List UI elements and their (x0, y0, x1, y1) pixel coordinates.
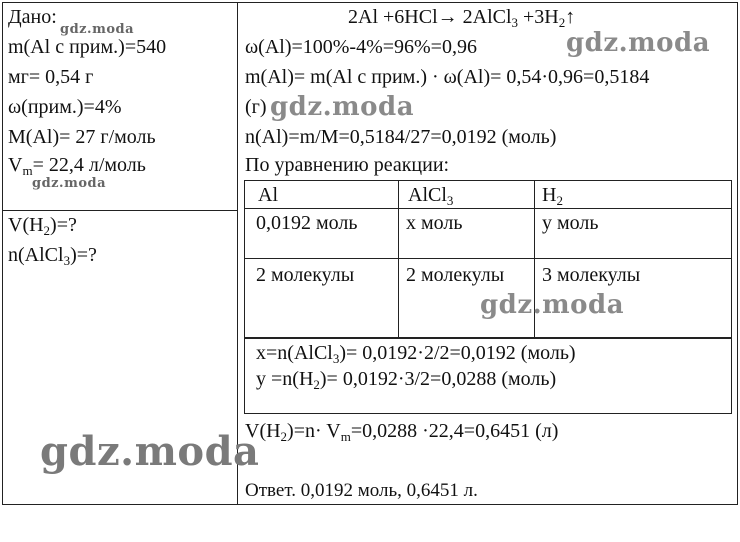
table-header-h2: $H_2$ (542, 184, 563, 208)
table-cell-r1c1: 0,0192 моль (256, 212, 358, 234)
table-col-divider-1 (398, 180, 399, 338)
find-moles: n(AlCl$_3$)=? (8, 244, 97, 268)
mass-line: m(Al)= m(Al с прим.) · ω(Al)= 0,54·0,96=0,5184 (245, 66, 650, 88)
watermark-medium-3: gdz.moda (480, 290, 625, 320)
by-equation-line: По уравнению реакции: (245, 154, 450, 176)
omega-line: ω(Al)=100%-4%=96%=0,96 (245, 36, 477, 58)
table-cell-r2c2: 2 молекулы (406, 264, 505, 286)
table-header-divider (244, 208, 732, 209)
given-line-3: ω(прим.)=4% (8, 96, 122, 118)
volume-line: $V(H_2)=n\cdot V_m=0,0288 \cdot 22,4=0,6451$ (л) (245, 420, 559, 444)
watermark-large: gdz.moda (40, 428, 260, 475)
table-cell-r1c3: y моль (542, 212, 599, 234)
given-header: Дано: (8, 6, 57, 28)
given-line-4: M(Al)= 27 г/моль (8, 126, 156, 148)
given-find-divider (2, 210, 237, 211)
table-row-divider (244, 258, 732, 259)
watermark-small-2: gdz.moda (32, 176, 107, 191)
calc-y-line: $y =n(H_2)= 0,0192\cdot 3/2=0,0288$ (моль) (256, 368, 557, 392)
watermark-medium-2: gdz.moda (270, 92, 415, 122)
given-line-1: m(Al с прим.)=540 (8, 36, 167, 58)
watermark-medium-1: gdz.moda (566, 28, 711, 58)
watermark-small-1: gdz.moda (60, 22, 135, 37)
answer-line: Ответ. 0,0192 моль, 0,6451 л. (245, 480, 478, 501)
mass-unit: (г) (245, 96, 267, 118)
table-header-al: Al (258, 184, 278, 206)
given-line-2: мг= 0,54 г (8, 66, 94, 88)
table-header-alcl3: AlCl$_3$ (408, 184, 454, 208)
table-cell-r1c2: x моль (406, 212, 463, 234)
moles-line: n(Al)=m/M=0,5184/27=0,0192 (моль) (245, 126, 557, 148)
find-volume: $V(H_2)=$? (8, 214, 77, 238)
reaction-equation: 2Al +6HCl→ 2AlCl$_3$ $+3H_2↑$ (348, 6, 576, 30)
calc-x-line: x=n(AlCl$_3$)= 0,0192·2/2=0,0192 (моль) (256, 342, 576, 366)
table-cell-r2c3: 3 молекулы (542, 264, 641, 286)
table-cell-r2c1: 2 молекулы (256, 264, 355, 286)
given-vm-line: $V_m= 22,4$ л/моль (8, 154, 146, 178)
